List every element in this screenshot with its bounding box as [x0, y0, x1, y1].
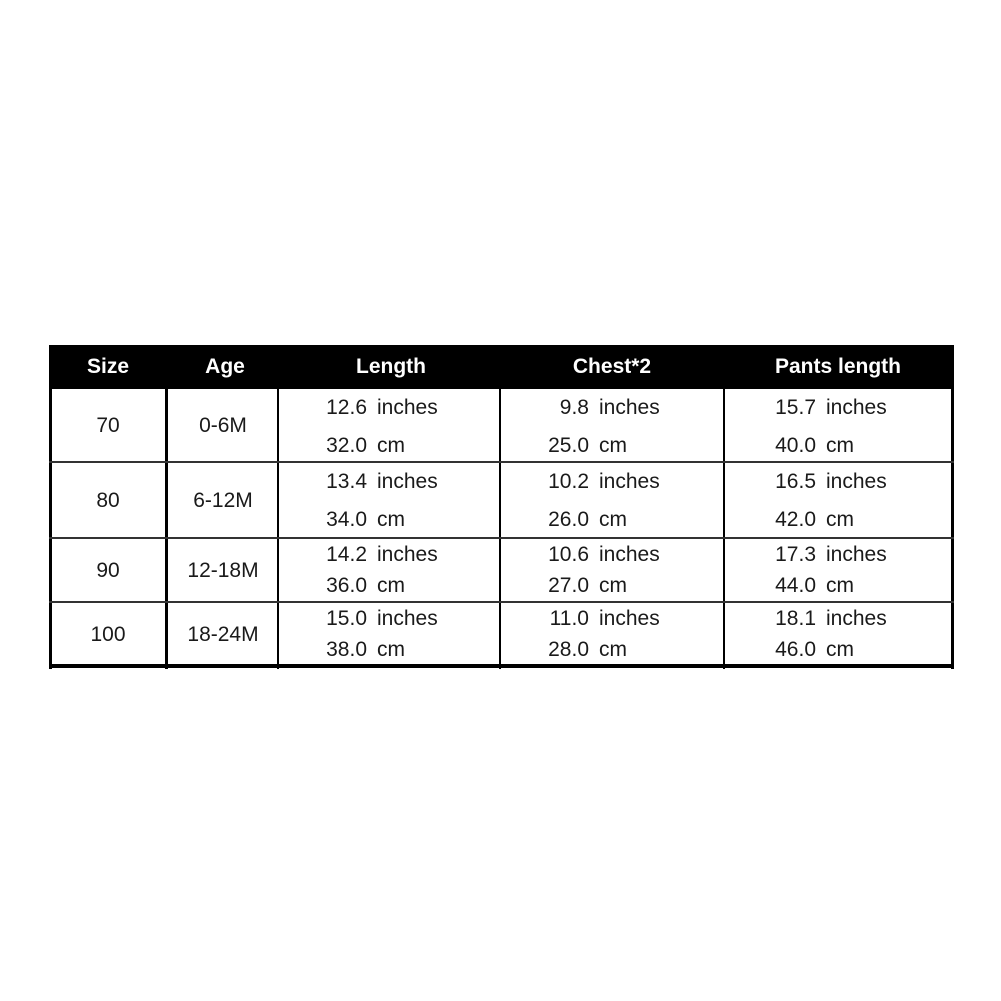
- pants-inches: 17.3 inches: [775, 543, 887, 566]
- chest-inches: 10.2 inches: [548, 470, 660, 493]
- pants-cm: 44.0 cm: [775, 574, 854, 597]
- length-cm: 34.0 cm: [326, 508, 405, 531]
- pants-cm: 46.0 cm: [775, 638, 854, 661]
- age-cell: 0-6M: [199, 414, 247, 437]
- length-cm: 38.0 cm: [326, 638, 405, 661]
- table-row: [49, 389, 954, 461]
- size-cell: 70: [96, 414, 120, 437]
- chest-cm: 28.0 cm: [548, 638, 627, 661]
- size-chart-table: [49, 345, 954, 669]
- length-inches: 14.2 inches: [326, 543, 438, 566]
- pants-inches: 15.7 inches: [775, 396, 887, 419]
- length-cm: 32.0 cm: [326, 434, 405, 457]
- chest-cm: 26.0 cm: [548, 508, 627, 531]
- header-pants-length: Pants length: [774, 355, 901, 378]
- pants-cm: 40.0 cm: [775, 434, 854, 457]
- age-cell: 12-18M: [187, 559, 259, 582]
- age-cell: 6-12M: [193, 489, 253, 512]
- size-cell: 90: [96, 559, 120, 582]
- chest-inches: 9.8 inches: [559, 396, 660, 419]
- header-length: Length: [356, 355, 426, 378]
- pants-inches: 18.1 inches: [775, 607, 887, 630]
- chest-cm: 27.0 cm: [548, 574, 627, 597]
- table-header: [49, 345, 954, 389]
- header-size: Size: [86, 355, 130, 378]
- size-cell: 80: [96, 489, 120, 512]
- table-border-bottom: [49, 664, 954, 668]
- pants-cm: 42.0 cm: [775, 508, 854, 531]
- chest-inches: 10.6 inches: [548, 543, 660, 566]
- pants-inches: 16.5 inches: [775, 470, 887, 493]
- length-inches: 13.4 inches: [326, 470, 438, 493]
- length-inches: 12.6 inches: [326, 396, 438, 419]
- chest-inches: 11.0 inches: [549, 607, 660, 630]
- table-row: [49, 539, 954, 601]
- age-cell: 18-24M: [187, 623, 259, 646]
- table-row: [49, 463, 954, 537]
- size-cell: 100: [90, 623, 126, 646]
- length-inches: 15.0 inches: [326, 607, 438, 630]
- chest-cm: 25.0 cm: [548, 434, 627, 457]
- length-cm: 36.0 cm: [326, 574, 405, 597]
- header-age: Age: [205, 355, 245, 378]
- header-chest: Chest*2: [572, 355, 652, 378]
- table-row: [49, 603, 954, 664]
